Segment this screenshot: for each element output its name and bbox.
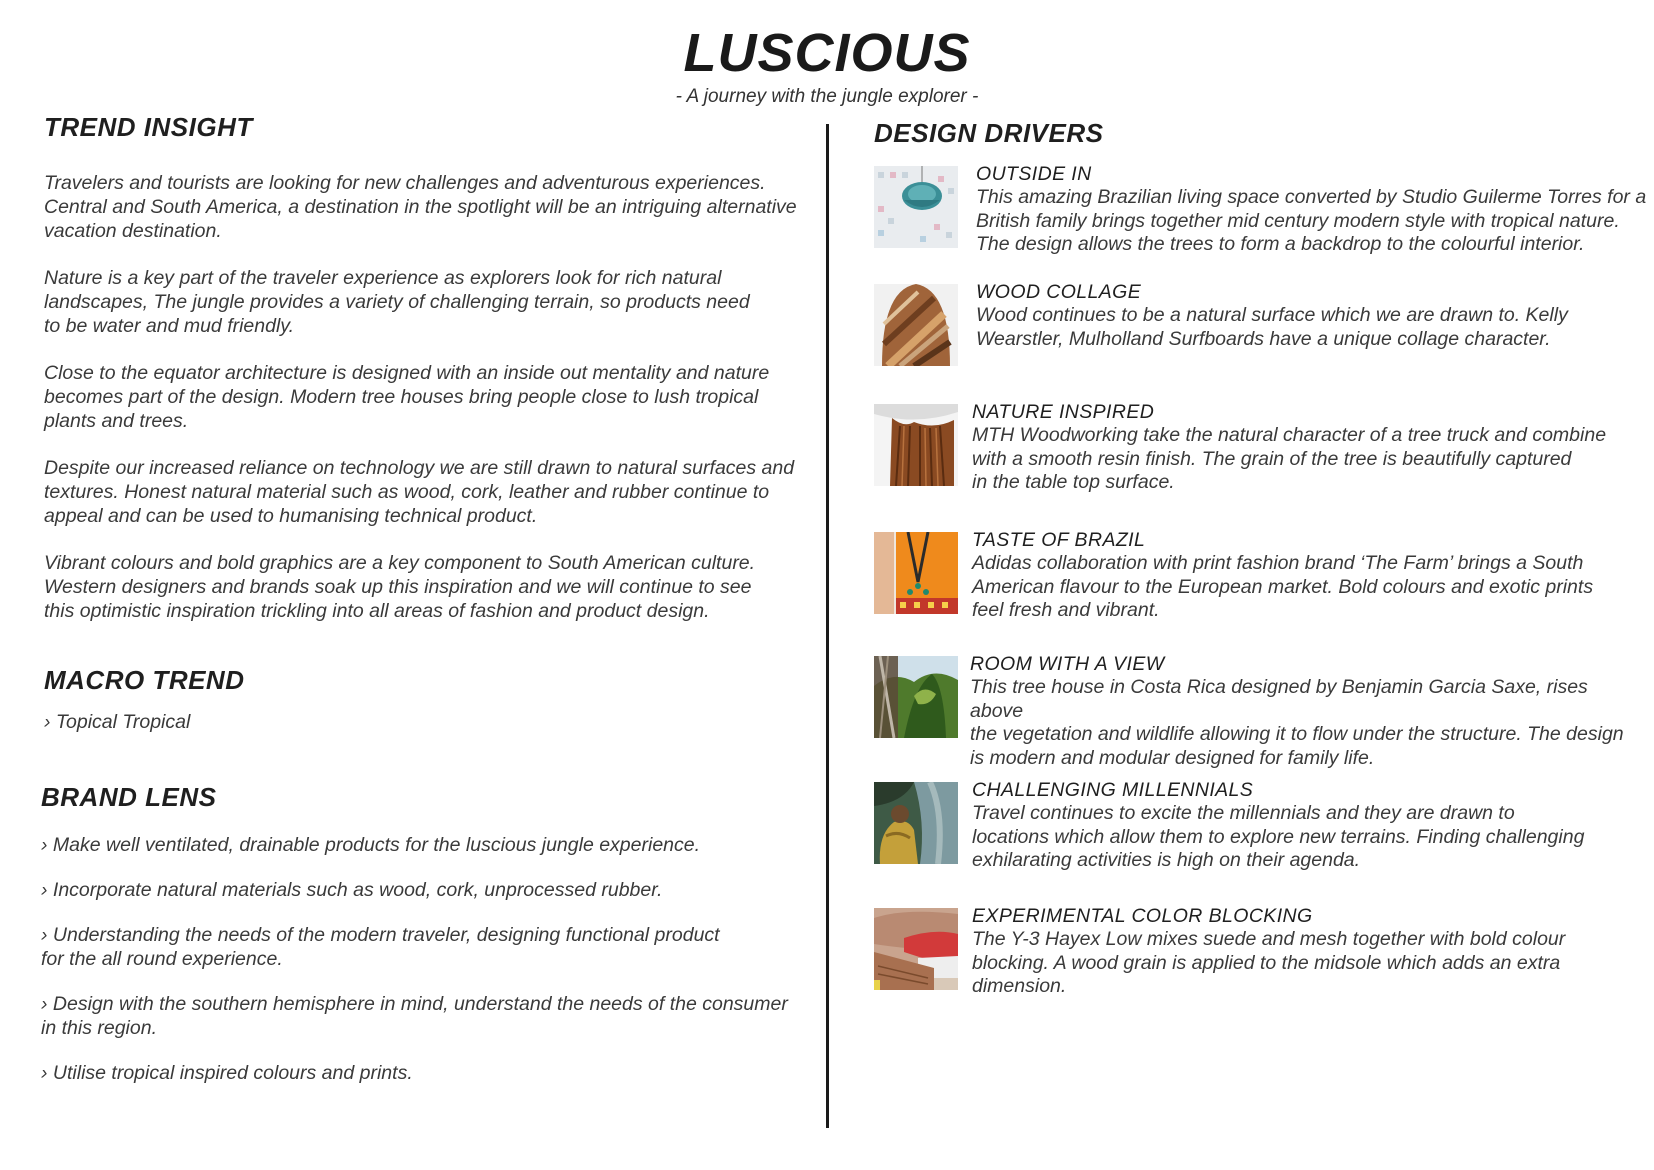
driver-description: The Y-3 Hayex Low mixes suede and mesh together with bold colour blocking. A wood grain is applied to the midsole which adds an extra dimension.: [972, 928, 1566, 997]
trend-paragraph: Nature is a key part of the traveler experience as explorers look for rich natural landscapes, The jungle provides a variety of challenging terrain, so products need to be water and mud friendly.: [44, 267, 750, 337]
driver-title: CHALLENGING MILLENNIALS: [972, 779, 1254, 801]
hiker-image-icon: [874, 782, 958, 864]
driver-item: [874, 280, 1650, 390]
brand-lens-heading: BRAND LENS: [41, 782, 217, 812]
driver-description: Travel continues to excite the millennials and they are drawn to locations which allow them to explore new terrains. Finding challenging exhilarating activities is high on their agenda.: [972, 802, 1585, 871]
driver-title: TASTE OF BRAZIL: [972, 529, 1146, 551]
fashion-print-image-icon: [874, 532, 958, 614]
driver-item: [874, 400, 1650, 510]
trend-insight-heading: TREND INSIGHT: [44, 112, 253, 142]
macro-trend-section: [44, 665, 824, 734]
column-divider: [826, 124, 829, 1128]
design-drivers-heading: DESIGN DRIVERS: [874, 118, 1104, 148]
driver-description: This amazing Brazilian living space converted by Studio Guilerme Torres for a British family brings together mid century modern style with tropical nature. The design allows the trees to form a backdrop to the colourful interior.: [976, 186, 1647, 255]
driver-description: MTH Woodworking take the natural character of a tree truck and combine with a smooth resin finish. The grain of the tree is beautifully captured in the table top surface.: [972, 424, 1607, 493]
driver-title: EXPERIMENTAL COLOR BLOCKING: [972, 905, 1313, 927]
wood-table-image-icon: [874, 404, 958, 486]
page-subtitle: - A journey with the jungle explorer -: [675, 86, 979, 107]
driver-title: OUTSIDE IN: [976, 163, 1092, 185]
surfboard-image-icon: [874, 284, 958, 366]
driver-item: [874, 652, 1650, 769]
driver-item: [874, 528, 1650, 638]
driver-item: [874, 162, 1650, 272]
brand-lens-section: [41, 782, 824, 1085]
page-title: LUSCIOUS: [683, 23, 971, 83]
trend-paragraph: Vibrant colours and bold graphics are a key component to South American culture. Western designers and brands soak up this inspiration and we will continue to see this optimistic inspiration trickling into all areas of fashion and product design.: [44, 552, 756, 622]
brand-lens-item: › Utilise tropical inspired colours and prints.: [41, 1062, 413, 1084]
trend-paragraph: Despite our increased reliance on technology we are still drawn to natural surfaces and textures. Honest natural material such as wood, cork, leather and rubber continue to appeal and can be used to humanising technical product.: [44, 457, 795, 527]
brand-lens-item: › Incorporate natural materials such as wood, cork, unprocessed rubber.: [41, 879, 663, 901]
right-column: [874, 118, 1650, 997]
brand-lens-item: › Make well ventilated, drainable products for the luscious jungle experience.: [41, 834, 701, 856]
trend-paragraph: Travelers and tourists are looking for new challenges and adventurous experiences. Central and South America, a destination in the spotlight will be an intriguing alternative vacation destination.: [44, 172, 797, 242]
driver-title: ROOM WITH A VIEW: [970, 653, 1165, 675]
trend-insight-section: [44, 112, 824, 623]
driver-title: NATURE INSPIRED: [972, 401, 1155, 423]
brand-lens-item: › Understanding the needs of the modern traveler, designing functional product for the all round experience.: [41, 924, 720, 970]
driver-title: WOOD COLLAGE: [976, 281, 1142, 303]
brand-lens-item: › Design with the southern hemisphere in mind, understand the needs of the consumer in this region.: [41, 993, 788, 1039]
tree-house-image-icon: [874, 656, 958, 738]
interior-lamp-image-icon: [874, 166, 958, 248]
macro-trend-item: › Topical Tropical: [44, 711, 191, 733]
driver-description: This tree house in Costa Rica designed by Benjamin Garcia Saxe, rises above the vegetation and wildlife allowing it to flow under the structure. The design is modern and modular designed for family life.: [970, 676, 1624, 769]
sneaker-image-icon: [874, 908, 958, 990]
left-column: [41, 112, 824, 1106]
macro-trend-heading: MACRO TREND: [44, 665, 245, 695]
driver-description: Adidas collaboration with print fashion brand ‘The Farm’ brings a South American flavour to the European market. Bold colours and exotic prints feel fresh and vibrant.: [972, 552, 1594, 621]
driver-item: [874, 904, 1650, 1014]
trend-paragraph: Close to the equator architecture is designed with an inside out mentality and nature becomes part of the design. Modern tree houses bring people close to lush tropical plants and trees.: [44, 362, 770, 432]
driver-item: [874, 778, 1650, 888]
driver-description: Wood continues to be a natural surface which we are drawn to. Kelly Wearstler, Mulholland Surfboards have a unique collage character.: [976, 304, 1568, 350]
